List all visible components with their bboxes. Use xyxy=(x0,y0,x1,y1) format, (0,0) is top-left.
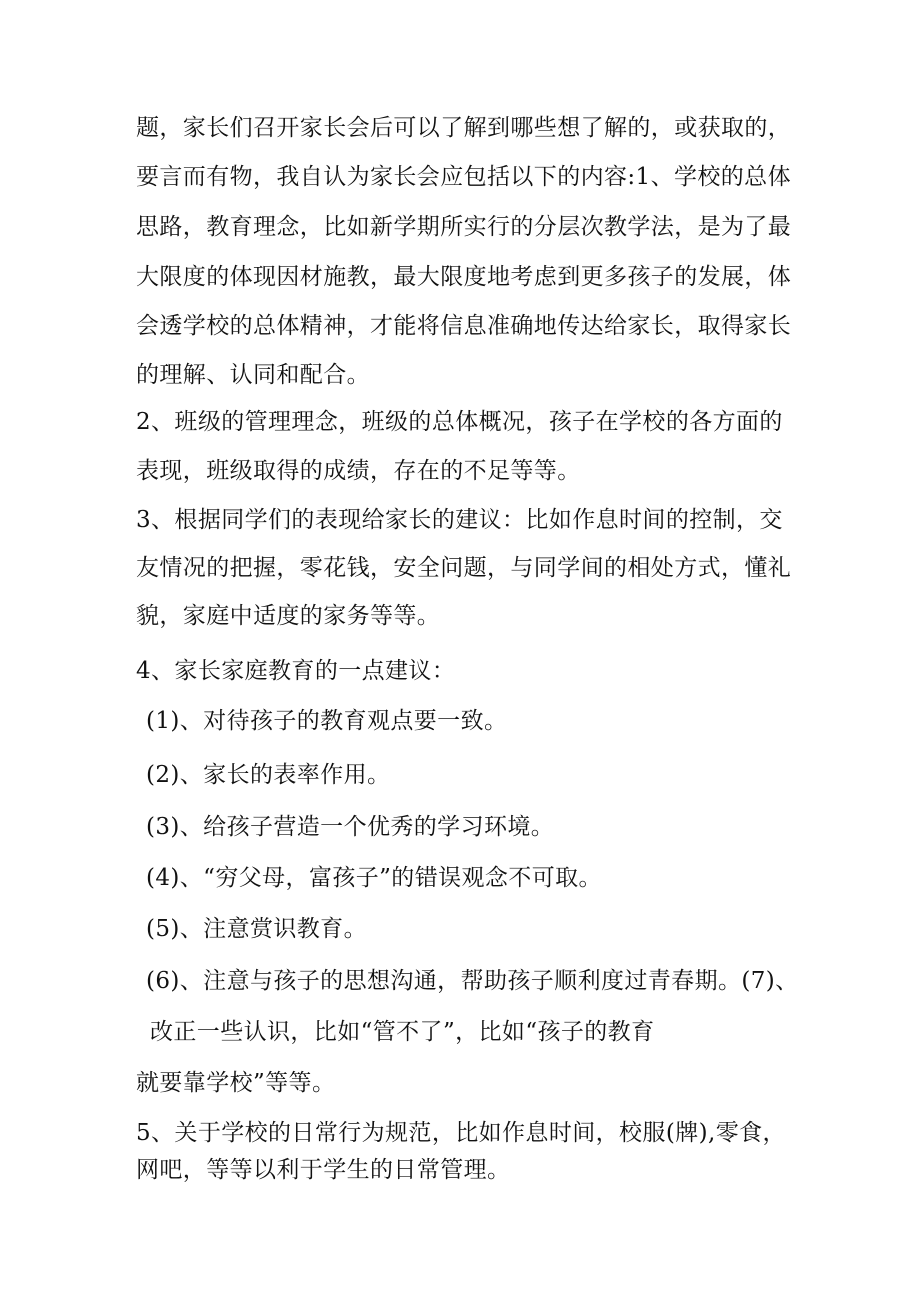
paragraph-1-line-5: 会透学校的总体精神，才能将信息准确地传达给家长，取得家长 xyxy=(136,313,792,339)
paragraph-3-line-3: 貌，家庭中适度的家务等等。 xyxy=(136,603,441,629)
paragraph-3-line-1: 3、根据同学们的表现给家长的建议：比如作息时间的控制，交 xyxy=(136,507,783,533)
paragraph-1-line-4: 大限度的体现因材施教，最大限度地考虑到更多孩子的发展，体 xyxy=(136,264,792,290)
paragraph-4-continuation-2: 就要靠学校”等等。 xyxy=(136,1070,336,1096)
paragraph-4-item-6: (6)、注意与孩子的思想沟通，帮助孩子顺利度过青春期。(7)、 xyxy=(146,968,799,994)
paragraph-4-item-4: (4)、“穷父母，富孩子”的错误观念不可取。 xyxy=(146,865,602,891)
paragraph-4-continuation-1: 改正一些认识，比如“管不了”，比如“孩子的教育 xyxy=(150,1019,655,1045)
paragraph-1-line-3: 思路，教育理念，比如新学期所实行的分层次教学法，是为了最 xyxy=(136,214,792,240)
paragraph-4-item-1: (1)、对待孩子的教育观点要一致。 xyxy=(146,708,508,734)
paragraph-5-line-2: 网吧，等等以利于学生的日常管理。 xyxy=(136,1157,511,1183)
paragraph-1-line-1: 题，家长们召开家长会后可以了解到哪些想了解的，或获取的， xyxy=(136,115,792,141)
paragraph-1-line-6: 的理解、认同和配合。 xyxy=(136,362,370,388)
paragraph-4-heading: 4、家长家庭教育的一点建议： xyxy=(136,658,456,684)
paragraph-5-line-1: 5、关于学校的日常行为规范，比如作息时间，校服(牌),零食， xyxy=(136,1120,786,1146)
paragraph-2-line-1: 2、班级的管理理念，班级的总体概况，孩子在学校的各方面的 xyxy=(136,409,783,435)
paragraph-1-line-2: 要言而有物，我自认为家长会应包括以下的内容:1、学校的总体 xyxy=(136,164,791,190)
paragraph-4-item-5: (5)、注意赏识教育。 xyxy=(146,916,367,942)
paragraph-4-item-3: (3)、给孩子营造一个优秀的学习环境。 xyxy=(146,814,555,840)
paragraph-3-line-2: 友情况的把握，零花钱，安全问题，与同学间的相处方式，懂礼 xyxy=(136,555,792,581)
paragraph-2-line-2: 表现，班级取得的成绩，存在的不足等等。 xyxy=(136,458,581,484)
paragraph-4-item-2: (2)、家长的表率作用。 xyxy=(146,762,391,788)
